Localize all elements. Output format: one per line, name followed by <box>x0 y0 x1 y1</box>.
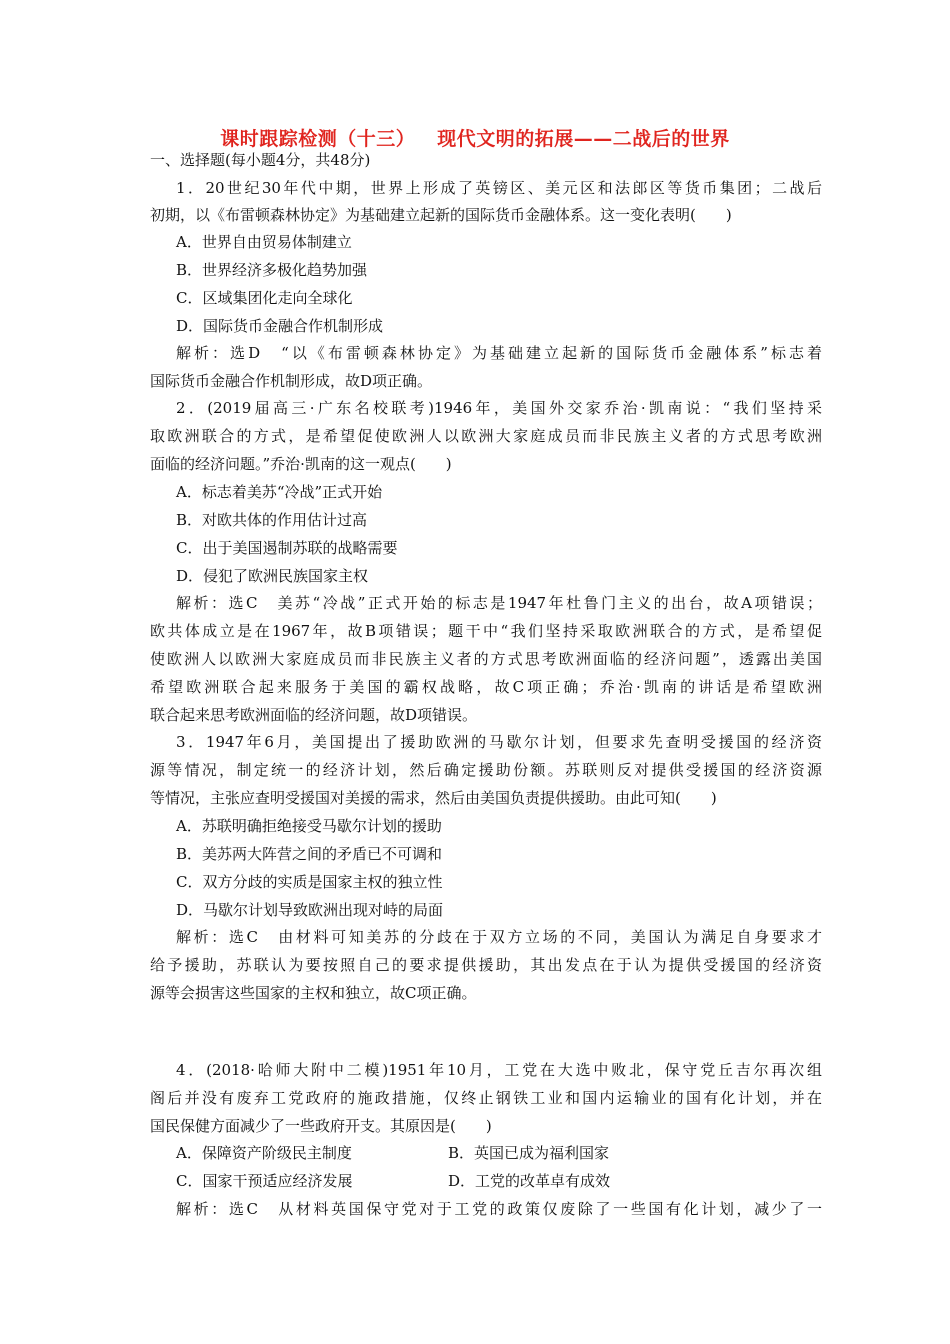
section-heading: 一、选择题(每小题4分，共48分) <box>150 151 371 169</box>
title-part1: 课时跟踪检测（十三） <box>220 128 416 150</box>
q2-option-a: A．标志着美苏“冷战”正式开始 <box>176 483 383 501</box>
q3-option-d: D．马歇尔计划导致欧洲出现对峙的局面 <box>176 901 444 919</box>
q4-stem-line-3: 国民保健方面减少了一些政府开支。其原因是( ) <box>150 1117 492 1135</box>
q4-stem-line-1: 4．(2018·哈师大附中二模)1951年10月，工党在大选中败北，保守党丘吉尔再次组 <box>176 1061 822 1079</box>
q3-option-a: A．苏联明确拒绝接受马歇尔计划的援助 <box>176 817 442 835</box>
q1-analysis-line-2: 国际货币金融合作机制形成，故D项正确。 <box>150 372 433 390</box>
page-title <box>0 124 950 151</box>
q2-option-c: C．出于美国遏制苏联的战略需要 <box>176 539 398 557</box>
q2-analysis-line-1: 解析：选C 美苏“冷战”正式开始的标志是1947年杜鲁门主义的出台，故A项错误； <box>176 594 822 612</box>
q1-stem-line-1: 1．20世纪30年代中期，世界上形成了英镑区、美元区和法郎区等货币集团；二战后 <box>176 179 822 197</box>
q3-stem-line-3: 等情况，主张应查明受援国对美援的需求，然后由美国负责提供援助。由此可知( ) <box>150 789 717 807</box>
q1-option-b: B．世界经济多极化趋势加强 <box>176 261 368 279</box>
q4-stem-line-2: 阁后并没有废弃工党政府的施政措施，仅终止钢铁工业和国内运输业的国有化计划，并在 <box>150 1089 822 1107</box>
q2-analysis-line-4: 希望欧洲联合起来服务于美国的霸权战略，故C项正确；乔治·凯南的讲话是希望欧洲 <box>150 678 822 696</box>
q2-analysis-line-2: 欧共体成立是在1967年，故B项错误；题干中“我们坚持采取欧洲联合的方式，是希望促 <box>150 622 822 640</box>
q3-analysis-line-3: 源等会损害这些国家的主权和独立，故C项正确。 <box>150 984 477 1002</box>
q4-option-a: A．保障资产阶级民主制度 <box>176 1144 352 1162</box>
q2-option-d: D．侵犯了欧洲民族国家主权 <box>176 567 369 585</box>
q3-stem-line-2: 源等情况，制定统一的经济计划，然后确定援助份额。苏联则反对提供受援国的经济资源 <box>150 761 822 779</box>
q2-analysis-line-5: 联合起来思考欧洲面临的经济问题，故D项错误。 <box>150 706 478 724</box>
q2-analysis-line-3: 使欧洲人以欧洲大家庭成员而非民族主义者的方式思考欧洲面临的经济问题”，透露出美国 <box>150 650 822 668</box>
q3-option-c: C．双方分歧的实质是国家主权的独立性 <box>176 873 443 891</box>
q1-stem-line-2: 初期，以《布雷顿森林协定》为基础建立起新的国际货币金融体系。这一变化表明( ) <box>150 206 732 224</box>
q3-option-b: B．美苏两大阵营之间的矛盾已不可调和 <box>176 845 443 863</box>
q2-stem-line-1: 2．(2019届高三·广东名校联考)1946年，美国外交家乔治·凯南说：“我们坚持采 <box>176 399 822 417</box>
q2-option-b: B．对欧共体的作用估计过高 <box>176 511 368 529</box>
q4-analysis-line-1: 解析：选C 从材料英国保守党对于工党的政策仅废除了一些国有化计划，减少了一 <box>176 1200 822 1218</box>
q1-option-d: D．国际货币金融合作机制形成 <box>176 317 384 335</box>
q4-option-c: C．国家干预适应经济发展 <box>176 1172 353 1190</box>
q3-analysis-line-2: 给予援助，苏联认为要按照自己的要求提供援助，其出发点在于认为提供受援国的经济资 <box>150 956 822 974</box>
q1-option-a: A．世界自由贸易体制建立 <box>176 233 352 251</box>
q3-stem-line-1: 3．1947年6月，美国提出了援助欧洲的马歇尔计划，但要求先查明受援国的经济资 <box>176 733 822 751</box>
title-part2: 现代文明的拓展——二战后的世界 <box>437 128 730 150</box>
q4-option-d: D．工党的改革卓有成效 <box>448 1172 611 1190</box>
q2-stem-line-2: 取欧洲联合的方式，是希望促使欧洲人以欧洲大家庭成员而非民族主义者的方式思考欧洲 <box>150 427 822 445</box>
q3-analysis-line-1: 解析：选C 由材料可知美苏的分歧在于双方立场的不同，美国认为满足自身要求才 <box>176 928 822 946</box>
q2-stem-line-3: 面临的经济问题。”乔治·凯南的这一观点( ) <box>150 455 452 473</box>
q1-analysis-line-1: 解析：选D “以《布雷顿森林协定》为基础建立起新的国际货币金融体系”标志着 <box>176 344 822 362</box>
q1-option-c: C．区域集团化走向全球化 <box>176 289 353 307</box>
q4-option-b: B．英国已成为福利国家 <box>448 1144 610 1162</box>
